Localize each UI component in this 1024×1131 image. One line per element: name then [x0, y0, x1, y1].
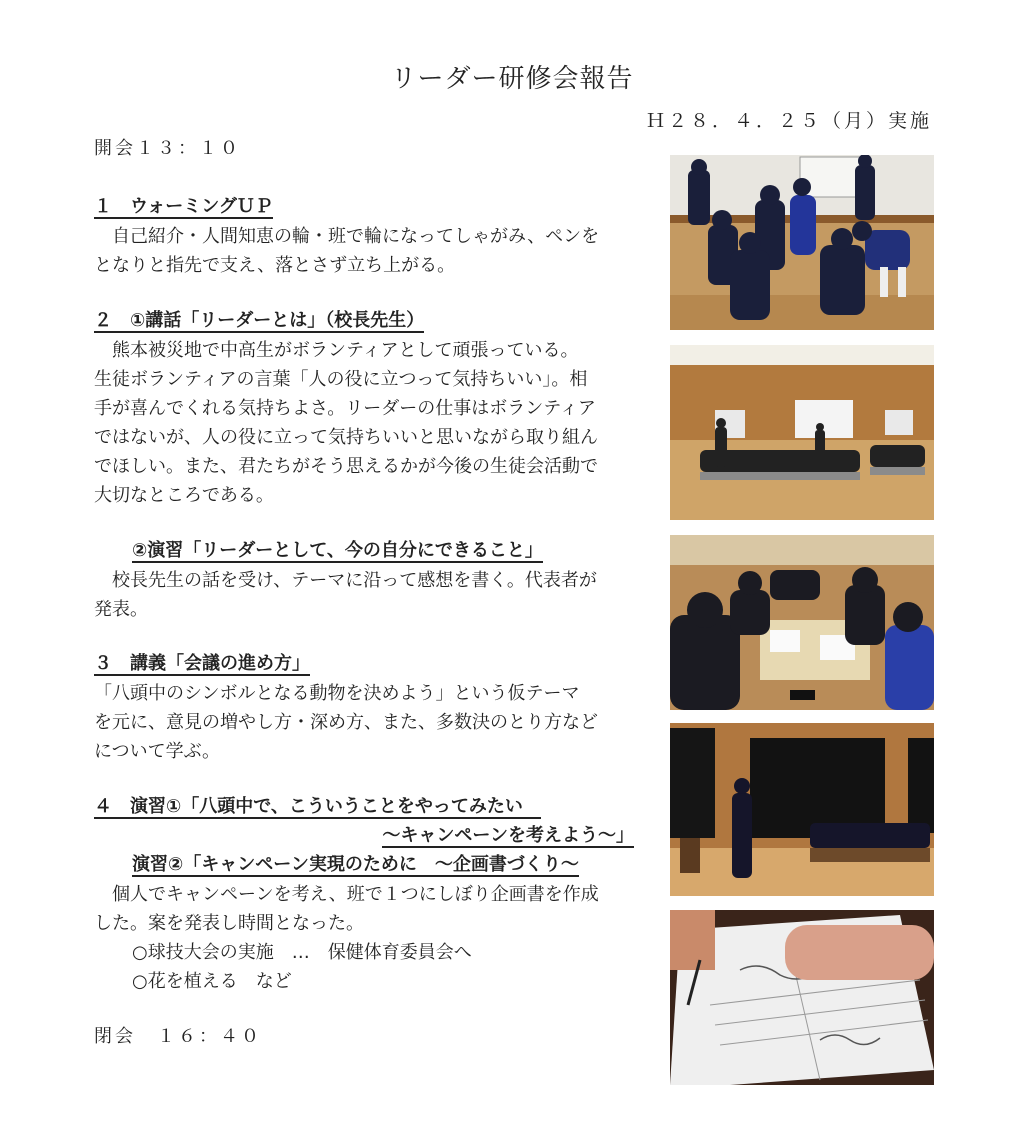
section4-heading-1b [382, 822, 634, 850]
photo-lecture-hall [670, 345, 934, 520]
section3-line-1: 「八頭中のシンボルとなる動物を決めよう」という仮テーマ [94, 683, 580, 704]
photo-group-work [670, 535, 934, 710]
section2a-line-1: 熊本被災地で中高生がボランティアとして頑張っている。 [94, 340, 579, 361]
section1-heading-text: １ ウォーミングＵＰ [94, 196, 273, 217]
section2b-line-2: 発表。 [94, 599, 148, 620]
section2a-heading [94, 307, 424, 335]
page-title: リーダー研修会報告 [390, 64, 634, 94]
section1-heading [94, 193, 273, 221]
section2a-line-4: ではないが、人の役に立って気持ちいいと思いながら取り組ん [94, 427, 598, 448]
section2a-heading-text: ２ ①講話「リーダーとは」（校長先生） [94, 310, 425, 331]
section4-heading-1-text: ４ 演習①「八頭中で、こういうことをやってみたい [94, 796, 541, 819]
photo-presentation [670, 723, 934, 896]
section4-line-1: 個人でキャンペーンを考え、班で１つにしぼり企画書を作成 [94, 884, 599, 905]
section4-line-2: した。案を発表し時間となった。 [94, 913, 364, 934]
closing-time: 閉会 １６：４０ [94, 1026, 262, 1047]
section2b-line-1: 校長先生の話を受け、テーマに沿って感想を書く。代表者が [94, 570, 597, 591]
section4-item-1: ○球技大会の実施 … 保健体育委員会へ [132, 942, 472, 963]
section4-item-2: ○花を植える など [132, 971, 292, 992]
section2a-line-5: でほしい。また、君たちがそう思えるかが今後の生徒会活動で [94, 456, 598, 477]
section4-heading-2-text: 演習②「キャンペーン実現のために ～企画書づくり～ [132, 854, 579, 875]
photo-planning-sheet [670, 910, 934, 1085]
section4-heading-2 [132, 851, 579, 879]
section3-heading [94, 650, 310, 678]
section1-line-2: となりと指先で支え、落とさず立ち上がる。 [94, 255, 456, 276]
photo-warming-up [670, 155, 934, 330]
event-date: Ｈ２８．４．２５（月）実施 [645, 110, 932, 132]
section2a-line-6: 大切なところである。 [94, 485, 274, 506]
section2a-line-3: 手が喜んでくれる気持ちよさ。リーダーの仕事はボランティア [94, 398, 596, 419]
section4-heading-1 [94, 793, 541, 821]
section3-line-3: について学ぶ。 [94, 741, 220, 762]
section4-heading-1b-text: ～キャンペーンを考えよう～」 [382, 825, 634, 846]
section2b-heading [132, 537, 543, 565]
opening-time: 開会１３：１０ [94, 138, 241, 159]
section2b-heading-text: ②演習「リーダーとして、今の自分にできること」 [132, 540, 543, 561]
section3-line-2: を元に、意見の増やし方・深め方、また、多数決のとり方など [94, 712, 598, 733]
section2a-line-2: 生徒ボランティアの言葉「人の役に立つって気持ちいい」。相 [94, 369, 588, 390]
section1-line-1: 自己紹介・人間知恵の輪・班で輪になってしゃがみ、ペンを [94, 226, 600, 247]
section3-heading-text: ３ 講義「会議の進め方」 [94, 653, 310, 674]
